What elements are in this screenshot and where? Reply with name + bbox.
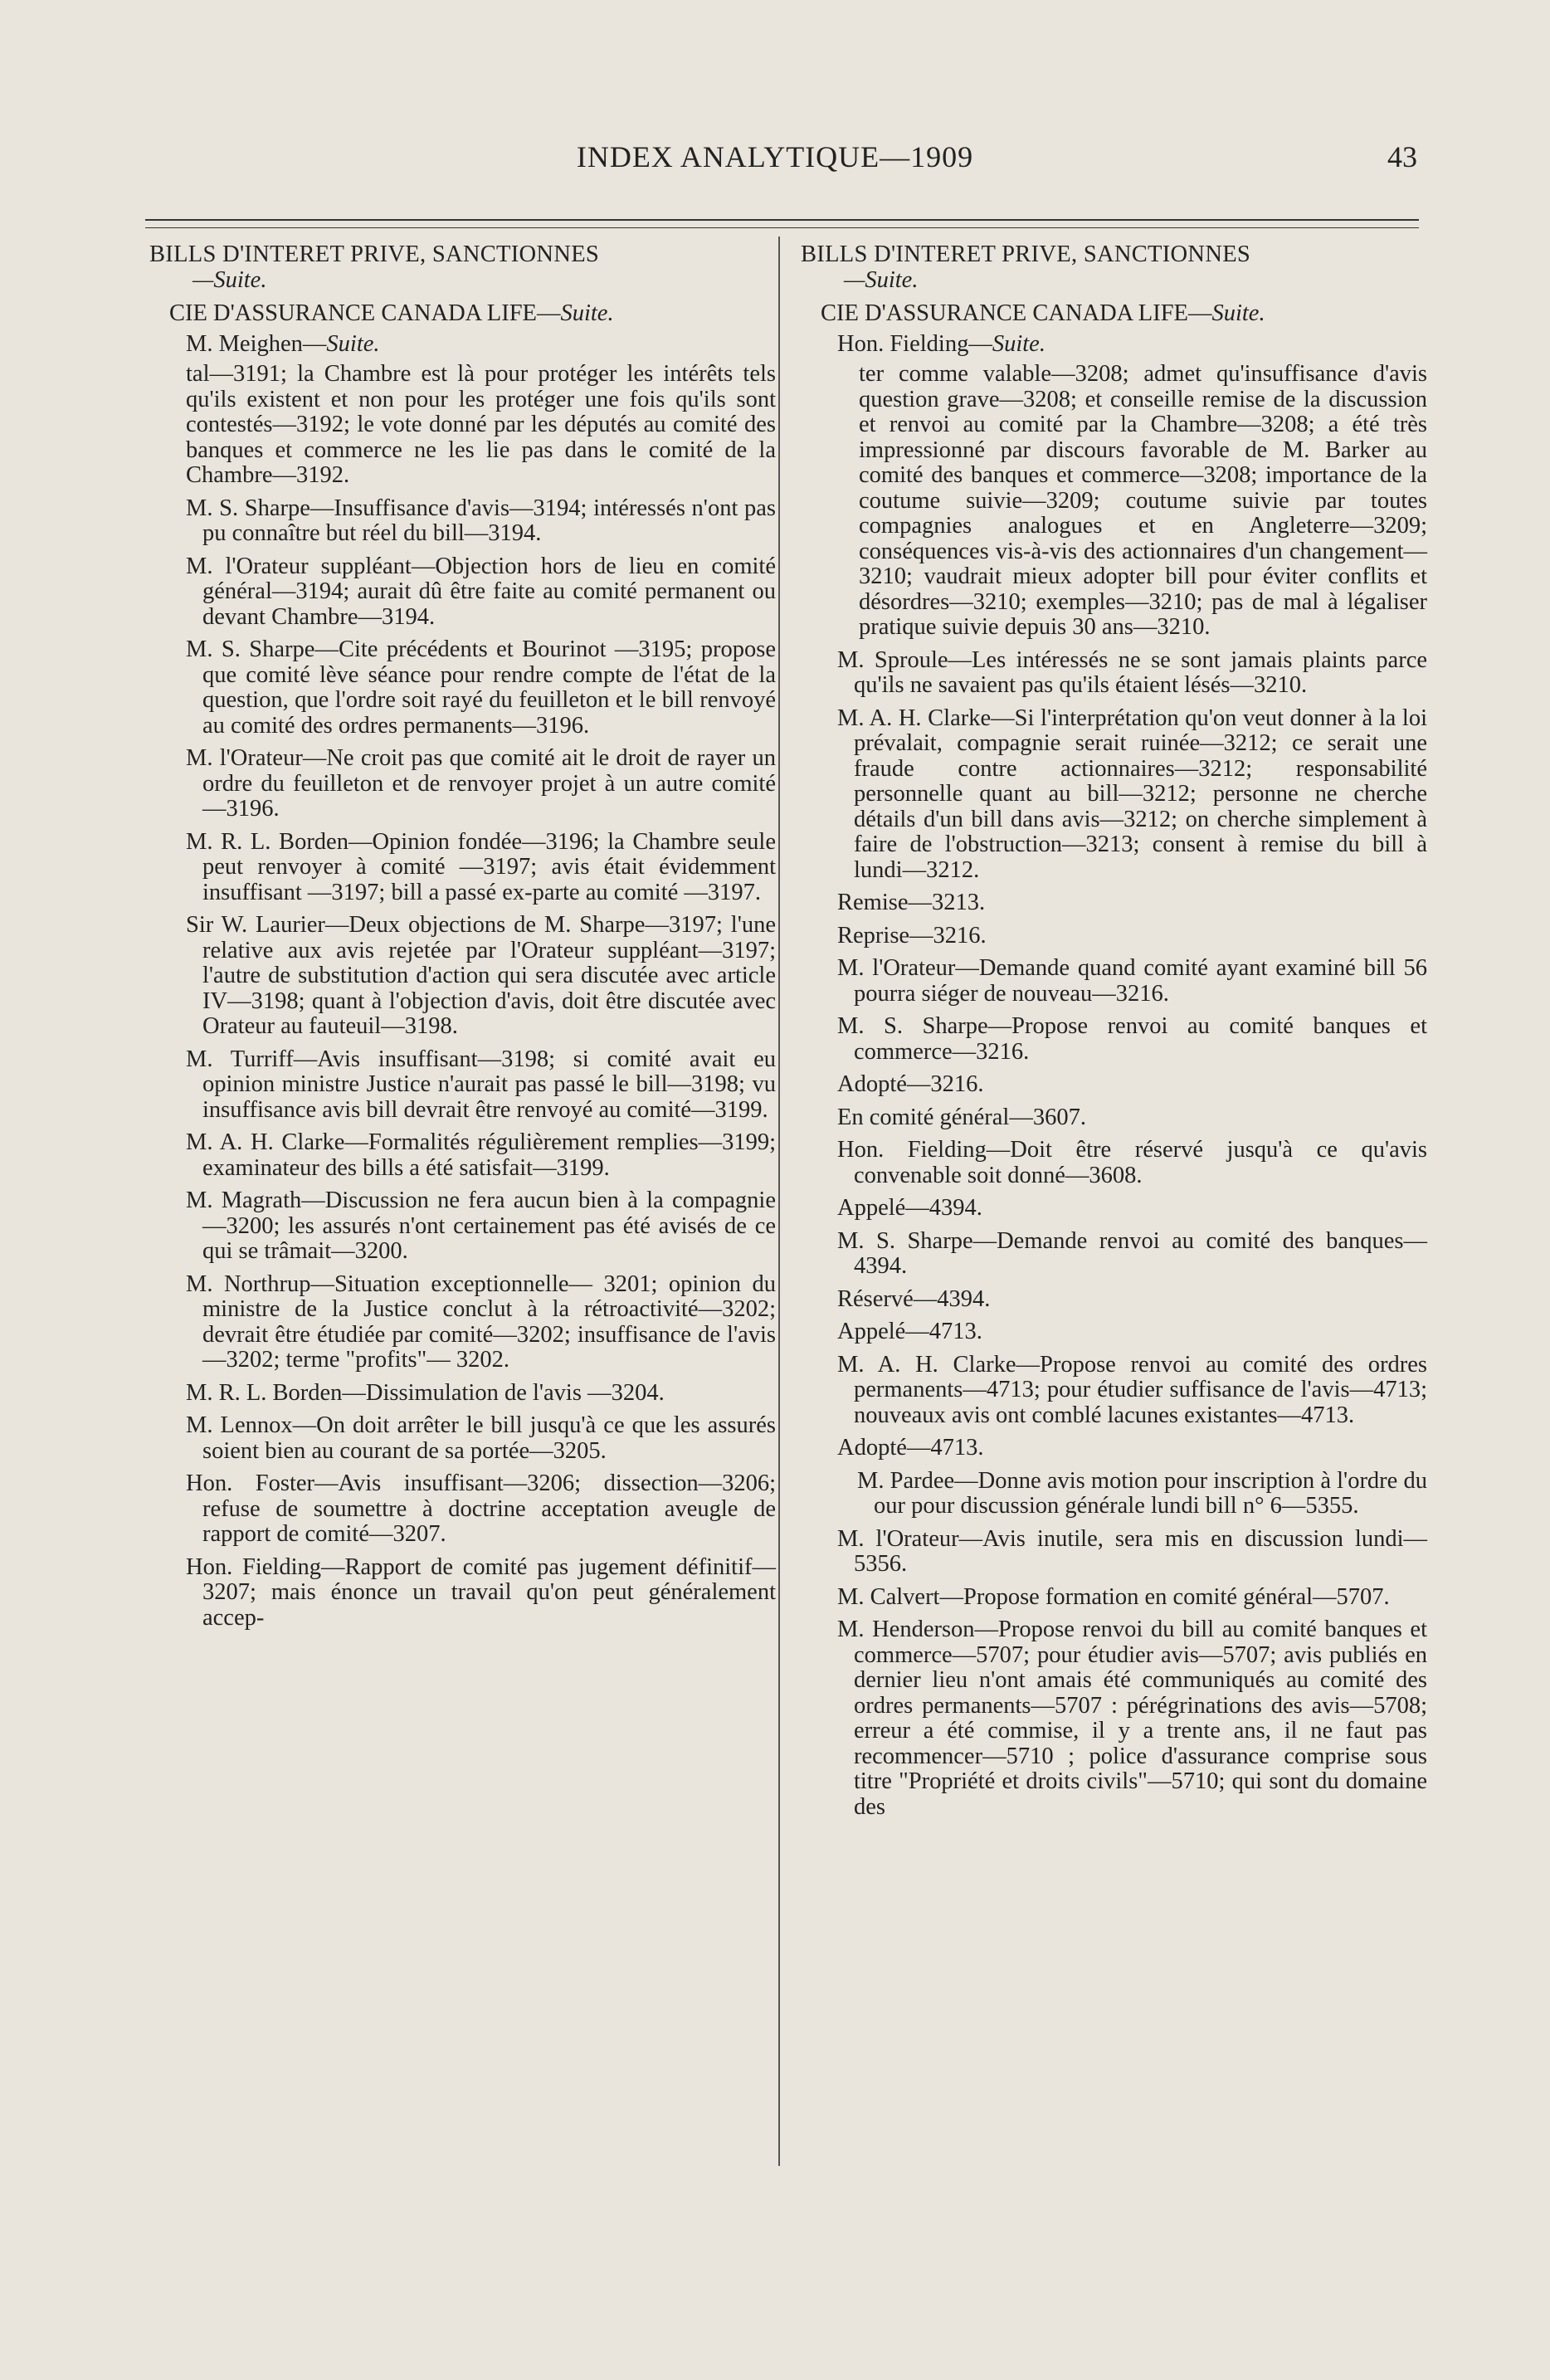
index-entry: M. l'Orateur—Demande quand comité ayant examiné bill 56 pourra siéger de nouveau—3216. [837, 955, 1427, 1007]
company-heading-text: CIE D'ASSURANCE CANADA LIFE— [169, 300, 561, 326]
running-head [0, 139, 1550, 181]
speaker-heading [837, 332, 1427, 358]
company-heading-suite: Suite. [560, 300, 614, 326]
index-entry: M. l'Orateur—Ne croit pas que comité ait le droit de rayer un ordre du feuilleton et de renvoyer projet à un autre comité —3196. [186, 745, 776, 822]
index-entry: Hon. Fielding—Rapport de comité pas jugement définitif—3207; mais énonce un travail qu'on peut généralement accep- [186, 1553, 776, 1631]
section-heading: BILLS D'INTERET PRIVE, SANCTIONNES [149, 241, 600, 267]
index-entry: M. Sproule—Les intéressés ne se sont jamais plaints parce qu'ils ne savaient pas qu'ils étaient lésés—3210. [837, 646, 1427, 698]
index-entry: Réservé—4394. [837, 1285, 991, 1312]
running-title: INDEX ANALYTIQUE—1909 [576, 140, 974, 173]
page-number: 43 [1387, 140, 1417, 173]
index-entry: M. S. Sharpe—Insuffisance d'avis—3194; intéressés n'ont pas pu connaître but réel du bill—3194. [186, 495, 776, 546]
company-heading [169, 301, 776, 327]
index-entry: M. S. Sharpe—Cite précédents et Bourinot —3195; propose que comité lève séance pour rendre compte de l'état de la question, que l'ordre soit rayé du feuilleton et le bill renvoyé au comité des ordres permanents—3196. [186, 636, 776, 739]
index-entry: M. R. L. Borden—Opinion fondée—3196; la Chambre seule peut renvoyer à comité —3197; avis était évidemment insuffisant —3197; bill a passé ex-parte au comité —3197. [186, 828, 776, 905]
index-entry: M. A. H. Clarke—Propose renvoi au comité des ordres permanents—4713; pour étudier suffisance de l'avis—4713; nouveaux avis ont comblé lacunes existantes—4713. [837, 1351, 1427, 1428]
index-entry: M. l'Orateur suppléant—Objection hors de lieu en comité général—3194; aurait dû être faite au comité permanent ou devant Chambre—3194. [186, 553, 776, 630]
speaker-name: Hon. Fielding— [837, 330, 992, 357]
left-column [149, 242, 776, 1638]
index-entry: Adopté—4713. [837, 1435, 984, 1461]
index-entry: M. Pardee—Donne avis motion pour inscription à l'ordre du our pour discussion générale lundi bill n° 6—5355. [857, 1467, 1427, 1519]
speaker-suite: Suite. [992, 330, 1046, 357]
index-entry: M. Turriff—Avis insuffisant—3198; si comité avait eu opinion ministre Justice n'aurait pas passé le bill—3198; vu insuffisance avis bill devrait être renvoyé au comité—3199. [186, 1046, 776, 1123]
index-entry: Appelé—4713. [837, 1319, 982, 1344]
speaker-heading [186, 332, 776, 358]
index-entry: M. Henderson—Propose renvoi du bill au comité banques et commerce—5707; pour étudier avis—5707; avis publiés en dernier lieu n'ont amais été communiqués au comité des ordres permanents—5707 : pérégrinations des avis—5708; erreur a été commise, il y a trente ans, il ne faut pas recommencer—5710 ; police d'assurance comprise sous titre "Propriété et droits civils"—5710; qui sont du domaine des [837, 1617, 1427, 1820]
company-heading-suite: Suite. [1211, 300, 1265, 326]
right-column [801, 242, 1427, 1827]
section-heading-suite: —Suite. [193, 266, 267, 293]
index-entry: tal—3191; la Chambre est là pour protéger les intérêts tels qu'ils existent et non pour les protéger une fois qu'ils sont contestés—3192; le vote donné par les députés au comité des banques et commerce ne les lie pas dans le comité de la Chambre—3192. [186, 361, 776, 488]
index-entry: Hon. Fielding—Doit être réservé jusqu'à ce qu'avis convenable soit donné—3608. [837, 1137, 1427, 1188]
section-heading: BILLS D'INTERET PRIVE, SANCTIONNES [801, 241, 1251, 267]
company-heading [821, 301, 1427, 327]
company-heading-text: CIE D'ASSURANCE CANADA LIFE— [821, 300, 1212, 326]
index-entry: M. A. H. Clarke—Formalités régulièrement remplies—3199; examinateur des bills a été satisfait—3199. [186, 1129, 776, 1181]
index-entry: En comité général—3607. [837, 1104, 1086, 1130]
index-entry: M. l'Orateur—Avis inutile, sera mis en discussion lundi—5356. [837, 1525, 1427, 1577]
index-entry: Appelé—4394. [837, 1195, 982, 1221]
index-entry: M. R. L. Borden—Dissimulation de l'avis —3204. [186, 1379, 665, 1406]
index-entry: M. Calvert—Propose formation en comité général—5707. [837, 1583, 1390, 1610]
index-entry: Hon. Foster—Avis insuffisant—3206; dissection—3206; refuse de soumettre à doctrine acceptation aveugle de rapport de comité—3207. [186, 1470, 776, 1547]
index-entry: M. S. Sharpe—Demande renvoi au comité des banques—4394. [837, 1227, 1427, 1279]
header-rule [145, 219, 1419, 221]
index-entry: M. A. H. Clarke—Si l'interprétation qu'on veut donner à la loi prévalait, compagnie serait ruinée—3212; ce serait une fraude contre actionnaires—3212; responsabilité personnelle quant au bill—3212; personne ne cherche détails d'un bill dans avis—3212; on cherche simplement à faire de l'obstruction—3213; consent à remise du bill à lundi—3212. [837, 705, 1427, 883]
section-heading-suite: —Suite. [844, 266, 919, 293]
column-divider [778, 237, 780, 2166]
index-entry: ter comme valable—3208; admet qu'insuffisance d'avis question grave—3208; et conseille remise de la discussion et renvoi au comité par la Chambre—3208; a été très impressionné par discours favorable de M. Barker au comité des banques et commerce—3208; importance de la coutume suivie—3209; coutume suivie par toutes compagnies analogues et en Angleterre—3209; conséquences vis-à-vis des actionnaires d'un changement— 3210; vaudrait mieux adopter bill pour éviter conflits et désordres—3210; exemples—3210; pas de mal à légaliser pratique suivie depuis 30 ans—3210. [859, 361, 1427, 640]
header-rule-thin [145, 227, 1419, 228]
index-entry: Remise—3213. [837, 890, 986, 915]
index-entry: Adopté—3216. [837, 1071, 984, 1097]
index-entry: M. Magrath—Discussion ne fera aucun bien à la compagnie—3200; les assurés n'ont certainement pas été avisés de ce qui se trâmait—3200. [186, 1188, 776, 1264]
index-entry: M. Lennox—On doit arrêter le bill jusqu'à ce que les assurés soient bien au courant de sa portée—3205. [186, 1412, 776, 1464]
speaker-suite: Suite. [326, 330, 380, 357]
index-entry: M. S. Sharpe—Propose renvoi au comité banques et commerce—3216. [837, 1013, 1427, 1065]
index-entry: M. Northrup—Situation exceptionnelle— 3201; opinion du ministre de la Justice conclut à la rétroactivité—3202; devrait être étudiée par comité—3202; insuffisance de l'avis—3202; terme "profits"— 3202. [186, 1270, 776, 1373]
index-entry: Sir W. Laurier—Deux objections de M. Sharpe—3197; l'une relative aux avis rejetée par l'Orateur suppléant—3197; l'autre de substitution d'action qui sera discutée avec article IV—3198; quant à l'objection d'avis, doit être discutée avec Orateur au fauteuil—3198. [186, 912, 776, 1039]
speaker-name: M. Meighen— [186, 330, 327, 357]
index-entry: Reprise—3216. [837, 922, 987, 949]
